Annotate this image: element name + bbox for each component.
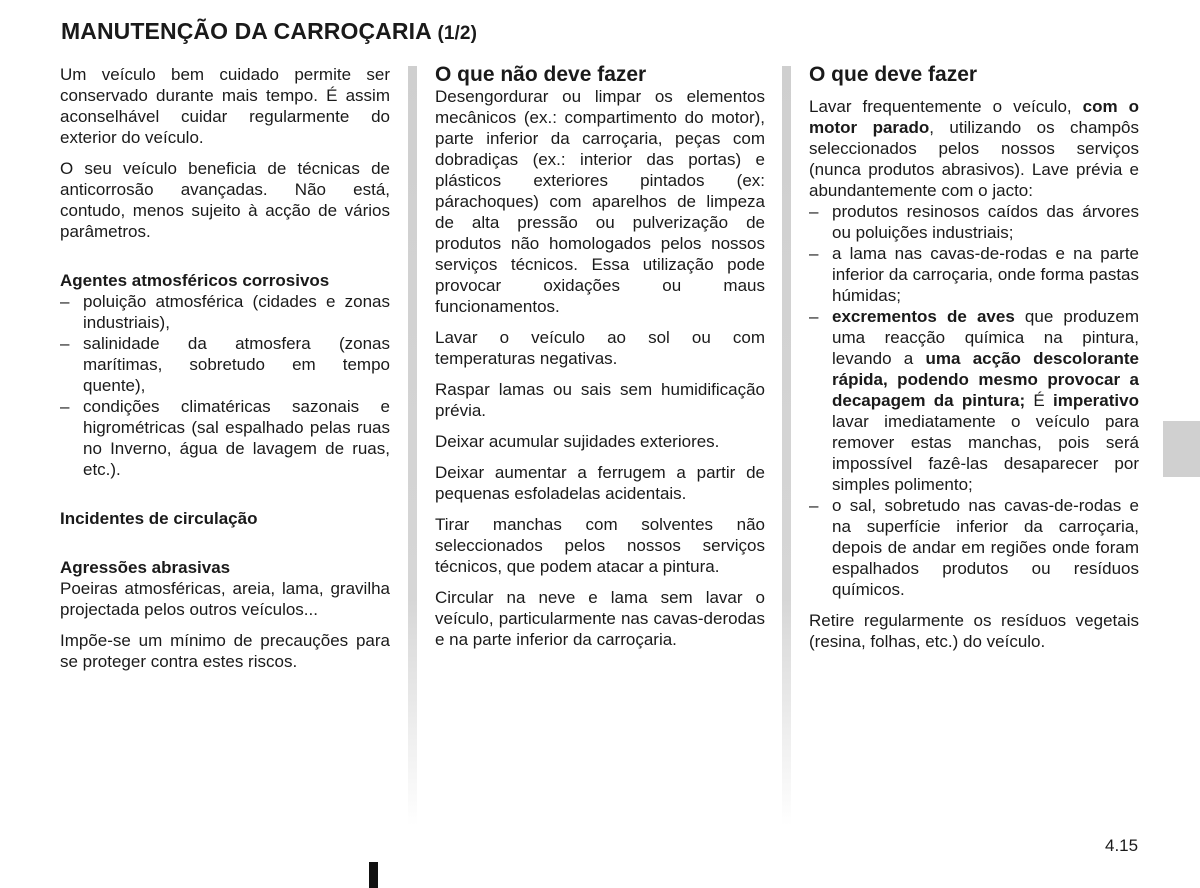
list-item: – a lama nas cavas-de-rodas e na parte inferior da carroçaria, onde forma pastas húmidas;	[809, 243, 1139, 306]
print-mark	[369, 862, 378, 888]
do-column	[809, 64, 1139, 652]
dont-paragraph: Tirar manchas com solventes não seleccionados pelos nossos serviços técnicos, que podem atacar a pintura.	[435, 515, 765, 576]
bird-droppings-emphasis: excrementos de aves	[832, 307, 1015, 326]
intro-column	[60, 64, 390, 672]
dont-paragraph: Deixar acumular sujidades exteriores.	[435, 432, 720, 451]
do-list	[809, 201, 1139, 600]
column-divider-right	[782, 66, 791, 826]
list-item: – poluição atmosférica (cidades e zonas industriais),	[60, 291, 390, 333]
dont-paragraph: Circular na neve e lama sem lavar o veículo, particularmente nas cavas-derodas e na parte inferior da carroçaria.	[435, 588, 765, 649]
do-intro-text: , utilizando os champôs seleccionados pelos nossos serviços (nunca produtos abrasivos). Lave prévia e abundantemente com o jacto:	[809, 118, 1140, 200]
dont-paragraph: Desengordurar ou limpar os elementos mecânicos (ex.: compartimento do motor), parte inferior da carroçaria, peças com dobradiças (ex.: interior das portas) e plásticos exteriores pintados (ex: párachoques) com aparelhos de limpeza de alta pressão ou pulverização de produtos não homologados pelos nossos serviços técnicos. Essa utilização pode provocar oxidações ou maus funcionamentos.	[435, 87, 765, 316]
agents-heading: Agentes atmosféricos corrosivos	[60, 271, 330, 290]
do-intro-text: Lavar frequentemente o veículo,	[809, 97, 1083, 116]
dont-paragraph: Lavar o veículo ao sol ou com temperaturas negativas.	[435, 328, 765, 368]
discoloring-warning: uma acção descolorante rápida, podendo mesmo provocar a decapagem da pintura;	[832, 349, 1139, 410]
page-title-suffix: (1/2)	[437, 23, 478, 44]
imperative-emphasis: imperativo	[1053, 391, 1139, 410]
dont-heading: O que não deve fazer	[435, 63, 647, 86]
dont-column	[435, 64, 765, 650]
agents-list	[60, 291, 390, 480]
list-item-text: que produzem uma reacção química na pintura, levando a	[832, 307, 1139, 368]
do-intro-paragraph	[809, 96, 1139, 201]
list-item-text: lavar imediatamente o veículo para remover estas manchas, pois será impossível fazê-las desaparecer por simples polimento;	[832, 412, 1139, 494]
intro-paragraph: Um veículo bem cuidado permite ser conservado durante mais tempo. É assim aconselhável cuidar regularmente do exterior do veículo.	[60, 65, 390, 147]
anticorrosion-paragraph: O seu veículo beneficia de técnicas de anticorrosão avançadas. Não está, contudo, menos sujeito à acção de vários parâmetros.	[60, 159, 390, 241]
page-title	[61, 18, 477, 45]
do-final-paragraph: Retire regularmente os resíduos vegetais (resina, folhas, etc.) do veículo.	[809, 611, 1139, 651]
list-item: – salinidade da atmosfera (zonas marítimas, sobretudo em tempo quente),	[60, 333, 390, 396]
column-divider-left	[408, 66, 417, 826]
incidents-heading: Incidentes de circulação	[60, 509, 258, 528]
dont-paragraph: Raspar lamas ou sais sem humidificação prévia.	[435, 380, 765, 420]
list-item: – o sal, sobretudo nas cavas-de-rodas e na superfície inferior da carroçaria, depois de andar em regiões onde foram espalhados produtos ou resíduos químicos.	[809, 495, 1139, 600]
dont-paragraph: Deixar aumentar a ferrugem a partir de pequenas esfoladelas acidentais.	[435, 463, 765, 503]
list-item-text: É	[1025, 391, 1053, 410]
chapter-tab	[1163, 421, 1200, 477]
list-item: – produtos resinosos caídos das árvores ou poluições industriais;	[809, 201, 1139, 243]
precautions-paragraph: Impõe-se um mínimo de precauções para se proteger contra estes riscos.	[60, 631, 390, 671]
abrasive-paragraph: Poeiras atmosféricas, areia, lama, gravilha projectada pelos outros veículos...	[60, 579, 390, 619]
list-item	[809, 306, 1139, 495]
page-number: 4.15	[1105, 836, 1139, 855]
do-heading: O que deve fazer	[809, 63, 978, 86]
list-item: – condições climatéricas sazonais e higrométricas (sal espalhado pelas ruas no Inverno, água de lavagem de ruas, etc.).	[60, 396, 390, 480]
abrasive-heading: Agressões abrasivas	[60, 558, 231, 577]
do-intro-emphasis: com o motor parado	[809, 97, 1139, 137]
page-title-main: MANUTENÇÃO DA CARROÇARIA	[61, 18, 431, 44]
